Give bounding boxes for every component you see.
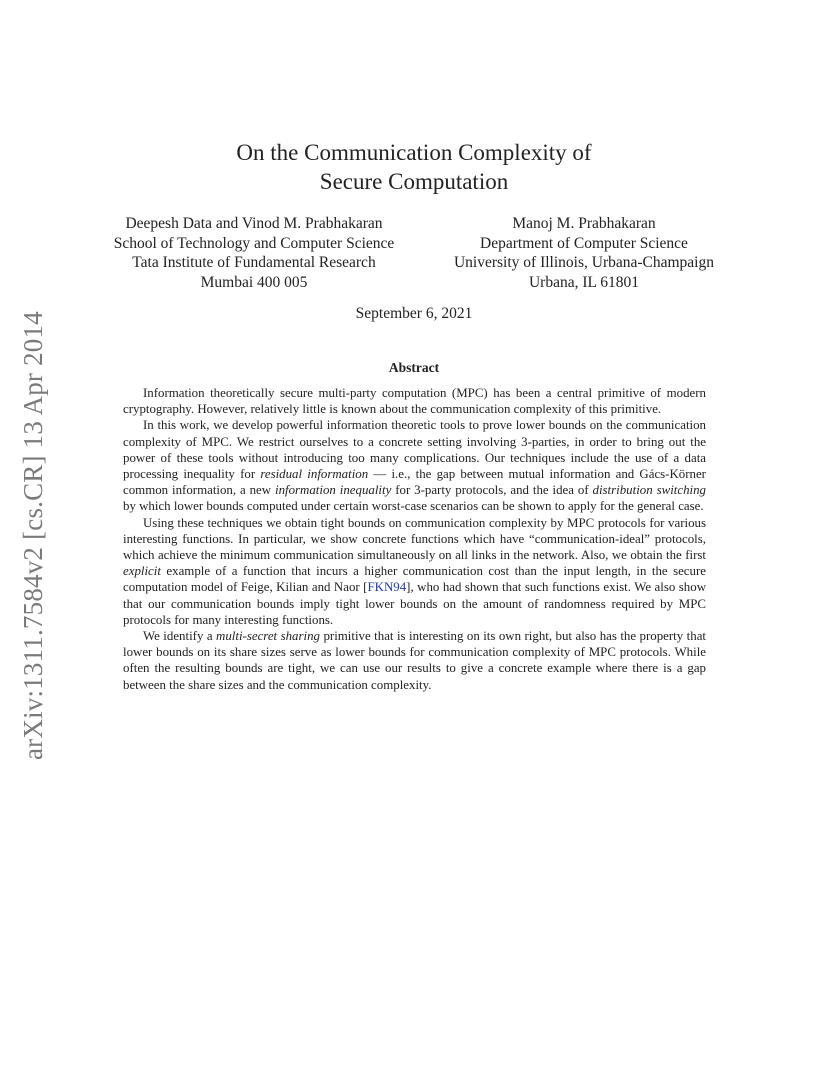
arxiv-identifier-stamp: arXiv:1311.7584v2 [cs.CR] 13 Apr 2014	[18, 311, 48, 760]
abstract-text: ], who had shown that such functions exist. We also show that our communication bounds imply tight lower bounds on the amount of randomness required by MPC protocols for many interesting functions.	[123, 580, 707, 627]
abstract-text: by which lower bounds computed under certain worst-case scenarios can be shown to apply for the general case.	[123, 499, 704, 514]
author-dept-right: Department of Computer Science	[480, 234, 688, 252]
author-names-left: Deepesh Data and Vinod M. Prabhakaran	[125, 215, 383, 232]
paper-date: September 6, 2021	[355, 305, 473, 322]
author-institute-left: Tata Institute of Fundamental Research	[132, 254, 376, 271]
author-institute-right: University of Illinois, Urbana-Champaign	[453, 254, 714, 271]
emphasis-information-inequality: information inequality	[274, 483, 392, 498]
abstract-paragraph-1: Information theoretically secure multi-party computation (MPC) has been a central primitive of modern cryptography. However, relatively little is known about the communication complexity of this primitive.	[123, 386, 706, 417]
emphasis-distribution-switching: distribution switching	[592, 483, 706, 498]
author-names-right: Manoj M. Prabhakaran	[512, 215, 656, 232]
paper-title-line-2: Secure Computation	[319, 169, 509, 194]
abstract-text: for 3-party protocols, and the idea of	[391, 483, 593, 498]
abstract-text: example of a function that incurs a higher communication cost than the input length, in the secure computation model of Feige, Kilian and Naor [	[123, 564, 706, 595]
emphasis-explicit: explicit	[123, 564, 161, 579]
author-city-right: Urbana, IL 61801	[528, 273, 640, 291]
abstract-text: In this work, we develop powerful information theoretic tools to prove lower bounds on the communication complexity of MPC. We restrict ourselves to a concrete setting involving 3-parties, in order to bring out the power of these tools without introducing too many complications. Our techniques include the use of a data processing inequality for	[123, 418, 706, 482]
emphasis-residual-information: residual information	[260, 467, 369, 482]
paper-title-line-1: On the Communication Complexity of	[236, 140, 592, 165]
abstract-paragraph-2	[123, 417, 706, 514]
citation-link-fkn94[interactable]: FKN94	[367, 580, 407, 595]
author-city-left: Mumbai 400 005	[200, 273, 308, 291]
author-block-right	[424, 214, 744, 292]
abstract-text: — i.e., the gap between mutual information and Gács-Körner common information, a new	[123, 467, 706, 498]
paper-title	[0, 138, 828, 196]
author-block-left	[84, 214, 424, 292]
author-dept-left: School of Technology and Computer Science	[113, 234, 395, 252]
abstract-heading: Abstract	[388, 360, 440, 375]
abstract-text: primitive that is interesting on its own right, but also has the property that lower bounds on its share sizes serve as lower bounds for communication complexity of MPC protocols. While often the resulting bounds are tight, we can use our results to give a concrete example where there is a gap between the share sizes and the communication complexity.	[123, 629, 706, 692]
abstract-paragraph-3	[123, 515, 706, 628]
abstract-text: We identify a	[143, 629, 217, 644]
emphasis-multi-secret-sharing: multi-secret sharing	[216, 629, 320, 644]
abstract-body	[123, 385, 706, 693]
abstract-text: Using these techniques we obtain tight bounds on communication complexity by MPC protocols for various interesting functions. In particular, we show concrete functions which have “communication-ideal” protocols, which achieve the minimum communication simultaneously on all links in the network. Also, we obtain the first	[123, 515, 706, 563]
abstract-paragraph-4	[123, 628, 706, 693]
